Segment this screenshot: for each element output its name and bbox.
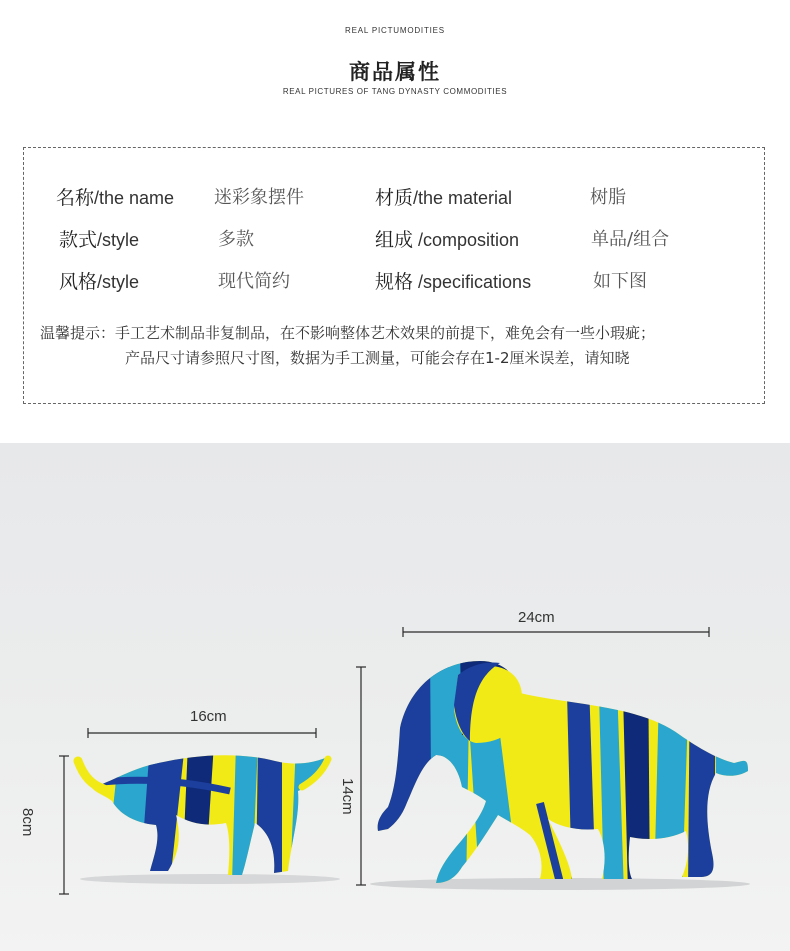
product-photo xyxy=(0,443,790,951)
product-illustration xyxy=(0,443,790,951)
subtitle-text: REAL PICTURES OF TANG DYNASTY COMMODITIES xyxy=(282,87,508,96)
spec-label-material: 材质/the material xyxy=(375,187,513,209)
large-length-label: 24cm xyxy=(518,609,555,626)
notice-line-2: 产品尺寸请参照尺寸图，数据为手工测量，可能会存在1-2厘米误差，请知晓 xyxy=(125,349,630,367)
small-length-label: 16cm xyxy=(190,708,227,725)
spec-value-specifications: 如下图 xyxy=(593,271,647,292)
notice-line-1: 温馨提示：手工艺术制品非复制品，在不影响整体艺术效果的前提下，难免会有一些小瑕疵； xyxy=(40,324,656,342)
header xyxy=(0,0,790,140)
small-height-label: 8cm xyxy=(19,808,36,837)
spec-label-composition: 组成 /composition xyxy=(375,229,520,251)
spec-box xyxy=(23,147,765,404)
spec-label-specifications: 规格 /specifications xyxy=(375,271,532,293)
spec-label-name: 名称/the name xyxy=(56,187,175,209)
spec-label-design-style: 风格/style xyxy=(59,271,140,293)
spec-value-name: 迷彩象摆件 xyxy=(214,187,304,208)
large-height-label: 14cm xyxy=(339,778,356,815)
page-title: 商品属性 xyxy=(349,60,441,84)
spec-value-design-style: 现代简约 xyxy=(218,271,290,292)
spec-value-composition: 单品/组合 xyxy=(591,229,670,250)
small-elephant xyxy=(80,743,340,883)
spec-value-style: 多款 xyxy=(218,229,254,250)
spec-label-style: 款式/style xyxy=(59,229,140,251)
large-elephant xyxy=(370,653,760,893)
eyebrow-text: REAL PICTUMODITIES xyxy=(345,26,445,35)
spec-value-material: 树脂 xyxy=(590,187,626,208)
